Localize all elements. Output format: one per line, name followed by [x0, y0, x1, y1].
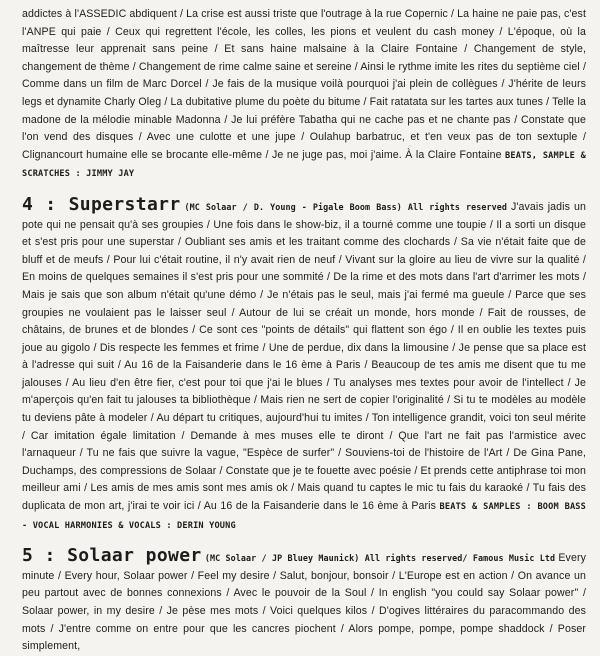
section-4-rights-note: (MC Solaar / D. Young - Pigale Boom Bass) All rights reserved — [184, 201, 508, 212]
section-5-lyrics-text: Every minute / Every hour, Solaar power / Feel my desire / Salut, bonjour, bonsoir / L'Europe est en action / On avance un peu partout avec de bonnes connexions / Avec le pouvoir de la Soul / In english "you could say Solaar power" / Solaar power, in my desire / Je pèse mes mots / Voici quelques kilos / D'ogives littéraires du paracommando des mots / J'entre comme on entre pour que les cancres piochent / Alors pompe, pompe, pompe shaddock / Poser simplement, — [22, 552, 586, 653]
section-4-lyrics-text: J'avais jadis un pote qui ne pensait qu'à ses groupies / Une fois dans le show-biz, il a tourné comme une toupie / Il a sorti un disque et s'est pris pour une superstar / Oubliant ses amis et les traitant comme des clochards / Sa vie n'était faite que de bluff et de meufs / Pour lui c'était routine, il n'y avait rien de neuf / Vivant sur la gloire au lieu de vivre sur la qualité / En moins de quelques semaines il s'est pris pour une sommité / De la rime et des mots dans l'art d'arrimer les mots / Mais je sais que son album n'était qu'une démo / Je n'étais pas le seul, mais j'ai fermé ma gueule / Parce que ses groupies ne voulaient pas le laisser seul / Autour de lui se créait un monde, hors monde / Fait de rousses, de châtains, de brunes et de blondes / Ce sont ces "points de détails" qui flattent son égo / Il en oublie les textes puis joue au gigolo / Dis respecte les femmes et frime / Une de perdue, dix dans la limousine / Je pense que sa place est à l'adresse qui suit / Au 16 de la Faisanderie dans le 16 ème à Paris / Beaucoup de tes amis me disent que tu me jalouses / Au lieu d'en être fier, c'est pour toi que j'ai le blues / Tu analyses mes textes pour avoir de l'intellect / Je m'aperçois qu'en fait tu jalouses ta bibliothèque / Mais rien ne sert de copier l'originalité / Si tu te modèles au modèle tu deviens pâte à modeler / Au départ tu critiques, aujourd'hui tu imites / Ton intelligence grandit, voici ton seul mérite / Car imitation égale limitation / Demande à mes muses elle te diront / Que l'art ne fait pas l'armistice avec l'arnaqueur / Tu ne fais que suivre la vague, "Espèce de surfer" / Souviens-toi de l'histoire de l'Art / De Gina Pane, Duchamps, des compressions de Solaar / Constate que je te fouette avec poésie / Et prends cette antiphrase toi mon meilleur ami / Les amis de mes amis sont mes amis ok / Mais quand tu captes le mic tu fais du karaoké / Tu fais des duplicata de mon art, j'irai te voir ici / Au 16 de la Faisanderie dans le 16 ème à Paris — [22, 200, 586, 513]
section-5-rights-note: (MC Solaar / JP Bluey Maunick) All rights reserved/ Famous Music Ltd — [204, 553, 556, 564]
section-3-credit: BEATS, SAMPLE & SCRATCHES : JIMMY JAY — [22, 150, 586, 180]
section-4-title: 4 : Superstarr — [22, 193, 181, 215]
section-3-lyrics-text: addictes à l'ASSEDIC abdiquent / La crise est aussi triste que l'outrage à la rue Copernic / La haine ne paie pas, c'est l'ANPE qui paie / Ceux qui regrettent l'école, les colles, les pions et veulent du cash money / L'époque, où la maîtresse leur apprenait sans peine / Et sans haine malsaine à la Claire Fontaine / Changement de style, changement de thème / Changement de rime calme saine et sereine / Ainsi le rythme imite les rites du septième ciel / Comme dans un film de Marc Dorcel / Je fais de la musique voilà pourquoi j'ai plein de collègues / J'hérite de leurs legs et dynamite Charly Oleg / La dubitative plume du poète du bitume / Fait ratatata sur les tartes aux tunes / Telle la madone de la mélodie minable Madonna / Je lui préfère Tabatha qui ne cache pas et ne chante pas / Constate que l'on vend des disques / Avec une culotte et une jupe / Oulahup barbatruc, et t'en veux pas de ton sextuple / Clignancourt humaine elle se brocante elle-même / Je ne juge pas, moi j'aime. À la Claire Fontaine — [22, 8, 586, 161]
section-4-lyrics — [22, 193, 586, 535]
section-5-title: 5 : Solaar power — [22, 545, 202, 567]
section-3-lyrics — [22, 6, 586, 184]
section-5-lyrics — [22, 547, 586, 656]
section-4-credit: BEATS & SAMPLES : BOOM BASS - VOCAL HARMONIES & VOCALS : DERIN YOUNG — [22, 502, 586, 531]
